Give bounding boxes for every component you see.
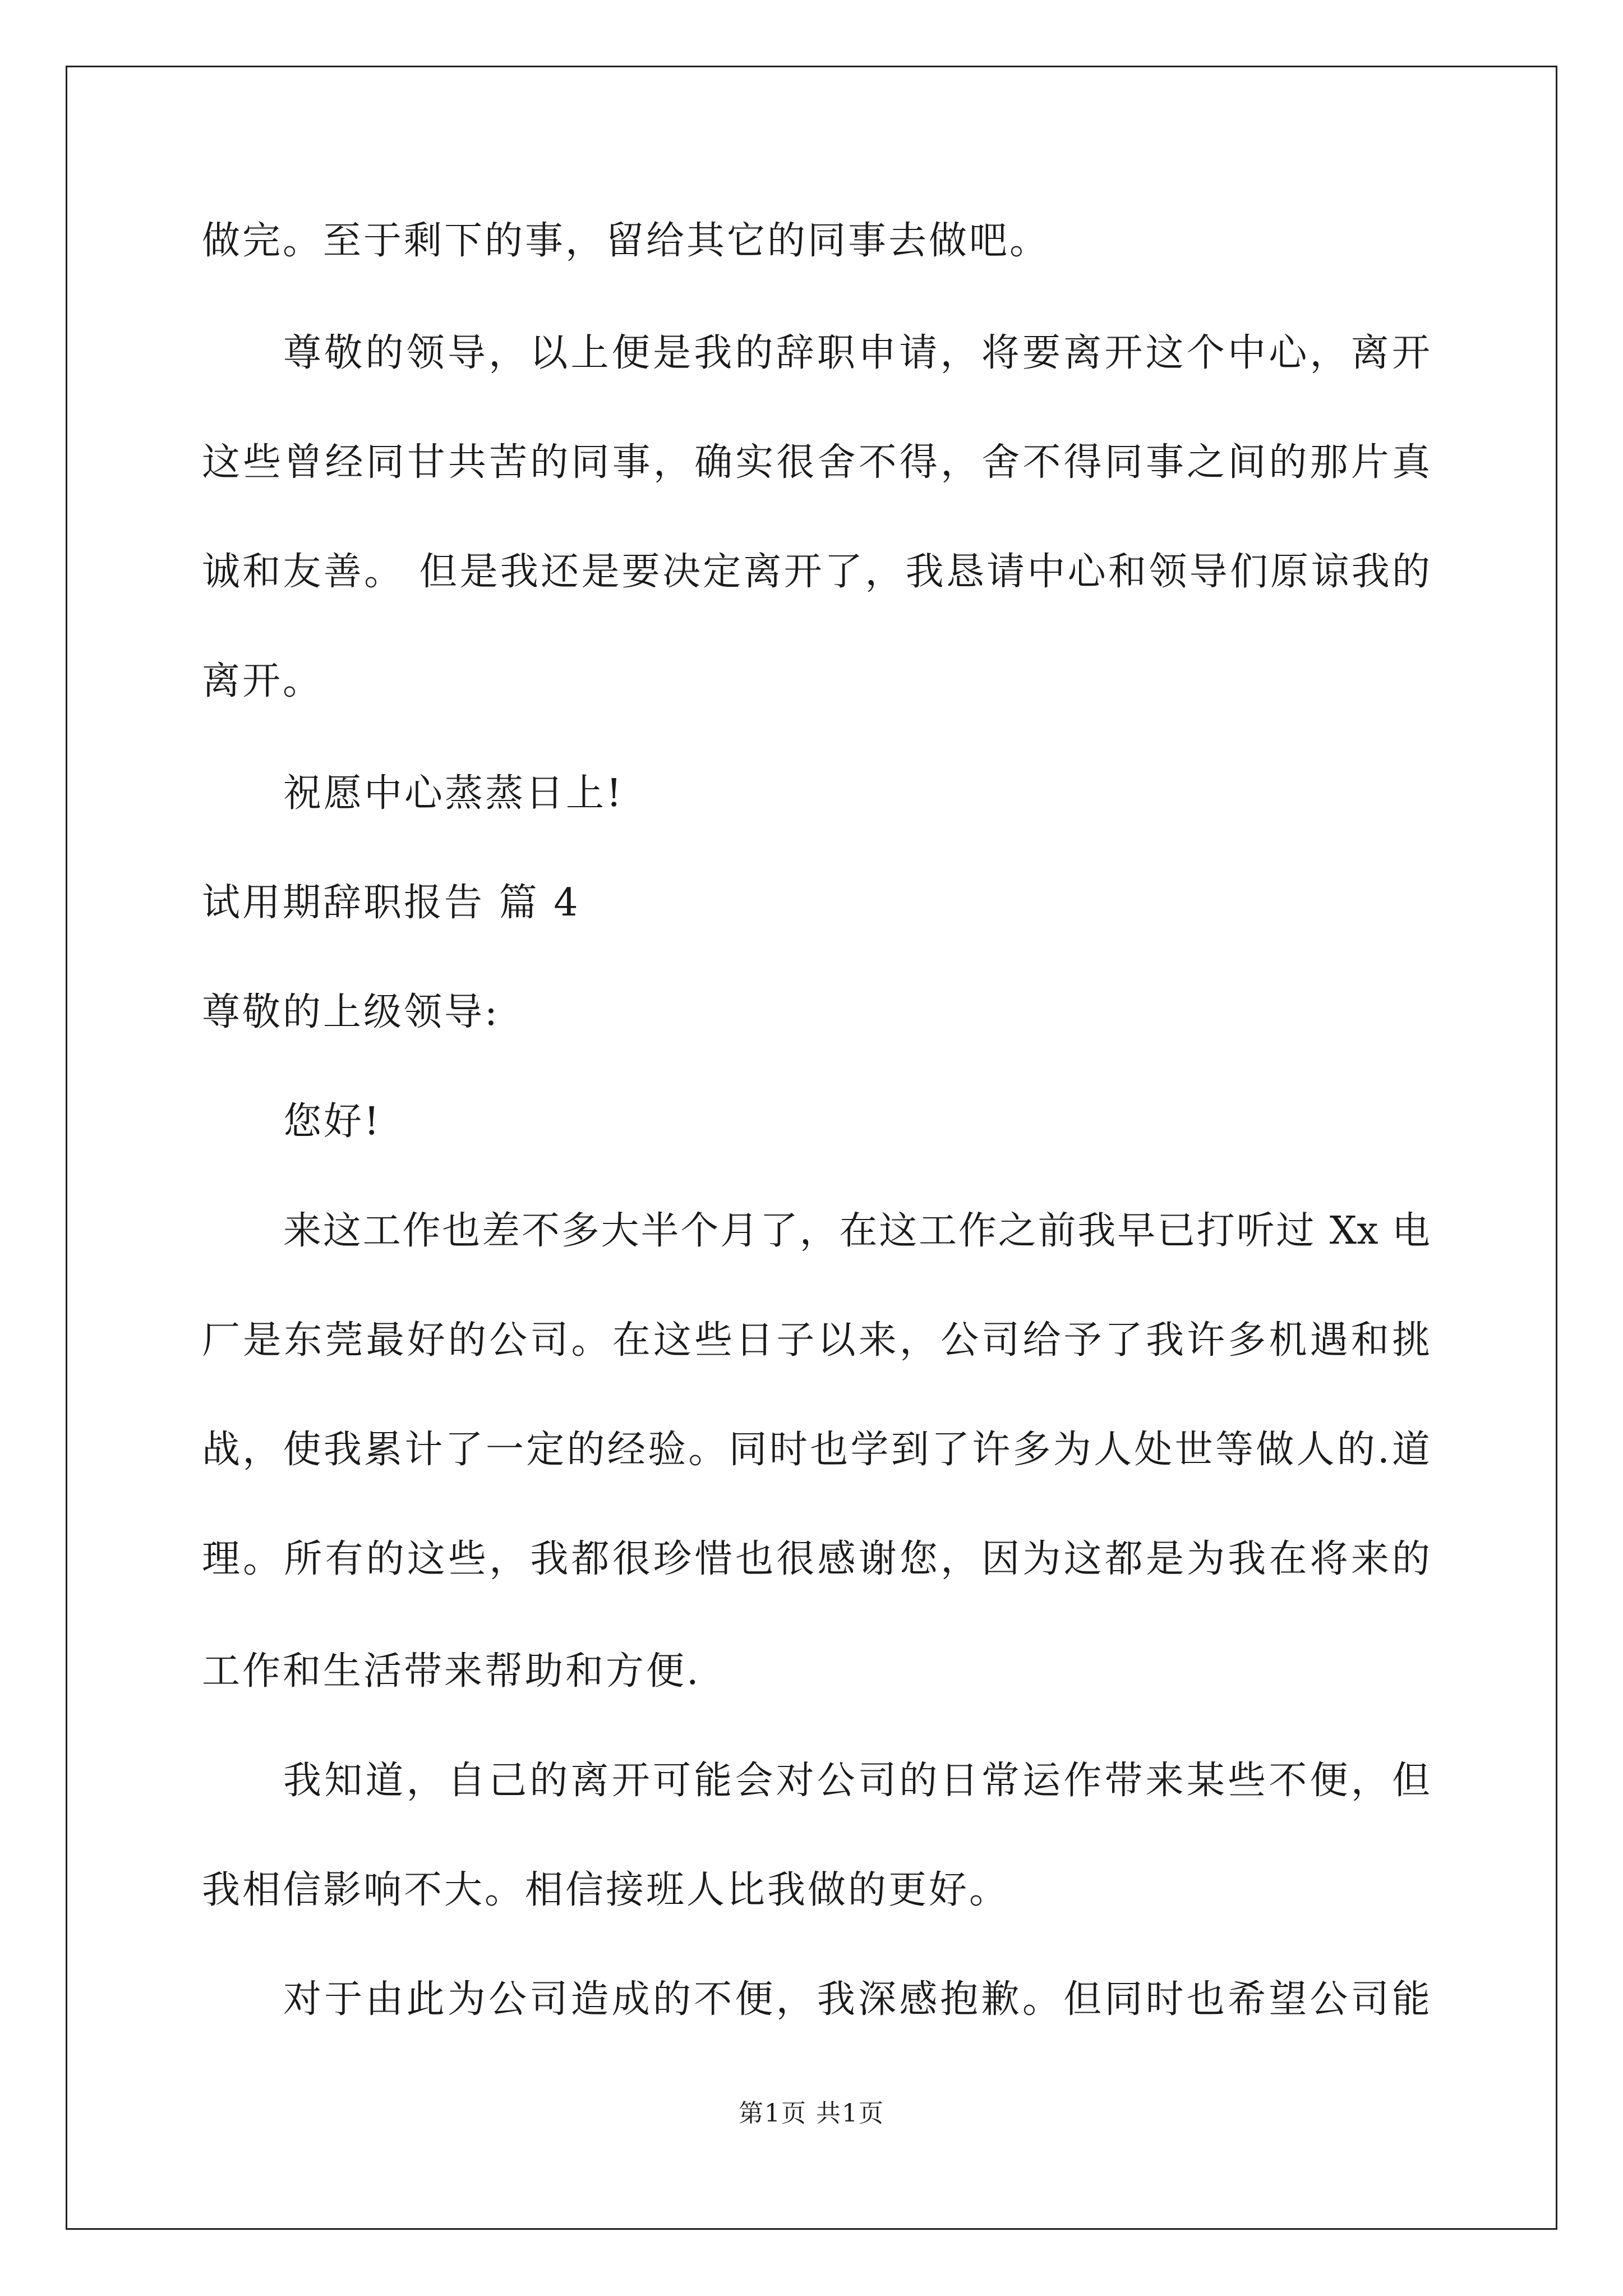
paragraph-line: 祝愿中心蒸蒸日上! bbox=[283, 771, 624, 816]
body-line: 做完。至于剩下的事，留给其它的同事去做吧。 bbox=[202, 219, 1050, 263]
body-line: 这些曾经同甘共苦的同事，确实很舍不得，舍不得同事之间的那片真 bbox=[202, 440, 1430, 485]
body-line: 诚和友善。 但是我还是要决定离开了，我恳请中心和领导们原谅我的 bbox=[202, 550, 1430, 594]
body-line: 理。所有的这些，我都很珍惜也很感谢您，因为这都是为我在将来的 bbox=[202, 1537, 1430, 1581]
body-line: 厂是东莞最好的公司。在这些日子以来，公司给予了我许多机遇和挑 bbox=[202, 1318, 1430, 1363]
body-line: 战，使我累计了一定的经验。同时也学到了许多为人处世等做人的.道 bbox=[202, 1428, 1430, 1472]
greeting: 您好! bbox=[283, 1099, 382, 1144]
paragraph-line: 来这工作也差不多大半个月了，在这工作之前我早已打听过 Xx 电 bbox=[283, 1209, 1430, 1253]
paragraph-line: 我知道，自己的离开可能会对公司的日常运作带来某些不便，但 bbox=[283, 1759, 1430, 1803]
body-line: 工作和生活带来帮助和方便. bbox=[202, 1649, 701, 1694]
section-heading: 试用期辞职报告 篇 4 bbox=[202, 881, 580, 925]
page-footer: 第1页 共1页 bbox=[739, 2099, 884, 2128]
body-line: 离开。 bbox=[202, 659, 324, 703]
salutation: 尊敬的上级领导: bbox=[202, 990, 500, 1034]
body-line: 我相信影响不大。相信接班人比我做的更好。 bbox=[202, 1868, 1010, 1912]
paragraph-line: 对于由此为公司造成的不便，我深感抱歉。但同时也希望公司能 bbox=[283, 1977, 1430, 2022]
paragraph-line: 尊敬的领导，以上便是我的辞职申请，将要离开这个中心，离开 bbox=[283, 331, 1430, 375]
